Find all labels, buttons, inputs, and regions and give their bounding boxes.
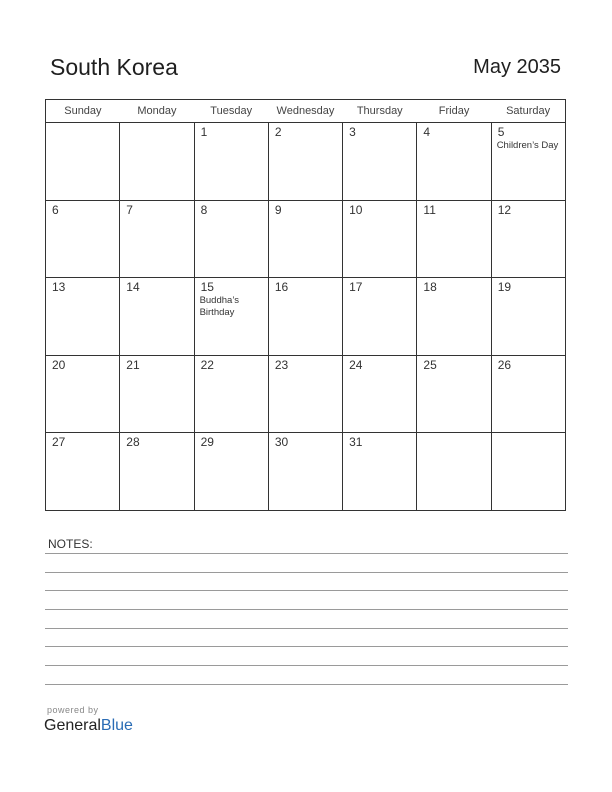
- calendar-day-cell: [343, 123, 417, 201]
- day-number: [492, 433, 565, 435]
- day-number: 27: [52, 435, 66, 450]
- day-number: 8: [200, 202, 208, 217]
- calendar-day-cell: [417, 200, 491, 278]
- day-number: 15: [200, 280, 214, 295]
- calendar-day-cell: [120, 278, 194, 356]
- day-number: 19: [497, 280, 512, 295]
- holiday-label: Buddha’s Birthday: [199, 295, 240, 319]
- weekday-thursday: Thursday: [343, 100, 417, 123]
- calendar-day-cell: [417, 433, 491, 511]
- calendar-day-cell: [194, 278, 268, 356]
- day-number: 18: [423, 280, 437, 295]
- calendar-grid: [45, 99, 566, 511]
- calendar-day-cell: [46, 200, 120, 278]
- day-number: 12: [497, 202, 512, 217]
- calendar-day-cell: [46, 433, 120, 511]
- calendar-day-cell: [120, 355, 194, 433]
- calendar-day-cell: [268, 200, 342, 278]
- calendar-day-cell: [491, 123, 565, 201]
- day-number: 6: [52, 202, 59, 217]
- day-number: 9: [274, 202, 282, 217]
- calendar-day-cell: [417, 355, 491, 433]
- calendar-week-row: [46, 355, 566, 433]
- day-number: 29: [200, 435, 214, 450]
- calendar-day-cell: [46, 123, 120, 201]
- calendar-week-row: [46, 123, 566, 201]
- day-number: 22: [200, 357, 214, 372]
- calendar-day-cell: [268, 278, 342, 356]
- calendar-day-cell: [491, 200, 565, 278]
- calendar-day-cell: [268, 433, 342, 511]
- day-number: 26: [497, 357, 512, 372]
- day-number: 28: [126, 435, 140, 450]
- calendar-country-title: South Korea: [50, 54, 178, 80]
- calendar-week-row: [46, 278, 566, 356]
- day-number: 17: [349, 280, 363, 295]
- note-line: [45, 572, 568, 573]
- calendar-day-cell: [268, 123, 342, 201]
- calendar-day-cell: [343, 200, 417, 278]
- calendar-day-cell: [343, 433, 417, 511]
- weekday-header-row: [46, 100, 566, 123]
- weekday-tuesday: Tuesday: [194, 100, 268, 123]
- day-number: 24: [349, 357, 363, 372]
- brand-name-general: General: [44, 717, 101, 734]
- powered-by-text: powered by: [47, 705, 99, 715]
- day-number: 5: [497, 125, 505, 139]
- calendar-day-cell: [417, 278, 491, 356]
- day-number: 3: [349, 125, 356, 139]
- calendar-day-cell: [491, 355, 565, 433]
- day-number: 13: [52, 280, 66, 295]
- calendar-day-cell: [194, 200, 268, 278]
- day-number: 4: [423, 125, 431, 139]
- weekday-saturday: Saturday: [491, 100, 565, 123]
- brand-name-blue: Blue: [100, 717, 133, 734]
- day-number: 23: [274, 357, 289, 372]
- calendar-day-cell: [46, 355, 120, 433]
- day-number: 7: [126, 202, 133, 217]
- note-line: [45, 553, 568, 554]
- day-number: 30: [274, 435, 289, 450]
- day-number: 25: [423, 357, 437, 372]
- calendar-day-cell: [194, 123, 268, 201]
- day-number: 31: [349, 435, 363, 450]
- calendar-day-cell: [491, 278, 565, 356]
- day-number: 10: [349, 202, 363, 217]
- calendar-day-cell: [120, 123, 194, 201]
- weekday-friday: Friday: [417, 100, 491, 123]
- day-number: 1: [200, 125, 208, 139]
- calendar-week-row: [46, 433, 566, 511]
- calendar-day-cell: [268, 355, 342, 433]
- day-number: [46, 123, 119, 125]
- calendar-day-cell: [417, 123, 491, 201]
- calendar-week-row: [46, 200, 566, 278]
- calendar-day-cell: [120, 433, 194, 511]
- calendar-day-cell: [120, 200, 194, 278]
- weekday-monday: Monday: [120, 100, 194, 123]
- day-number: 2: [274, 125, 282, 139]
- day-number: 11: [423, 202, 436, 217]
- weekday-wednesday: Wednesday: [268, 100, 342, 123]
- note-line: [45, 590, 568, 591]
- note-line: [45, 609, 568, 610]
- note-line: [45, 665, 568, 666]
- notes-label: NOTES:: [48, 537, 93, 551]
- note-line: [45, 628, 568, 629]
- calendar-day-cell: [343, 355, 417, 433]
- calendar-day-cell: [343, 278, 417, 356]
- day-number: 16: [274, 280, 289, 295]
- holiday-label: Children’s Day: [496, 140, 559, 151]
- day-number: 14: [126, 280, 140, 295]
- day-number: 21: [126, 357, 140, 372]
- calendar-day-cell: [194, 433, 268, 511]
- day-number: 20: [52, 357, 66, 372]
- calendar-day-cell: [46, 278, 120, 356]
- day-number: [120, 123, 193, 125]
- day-number: [417, 433, 490, 435]
- calendar-day-cell: [491, 433, 565, 511]
- calendar-month-title: May 2035: [473, 56, 561, 78]
- generalblue-logo[interactable]: [44, 717, 133, 735]
- note-line: [45, 646, 568, 647]
- calendar-day-cell: [194, 355, 268, 433]
- weekday-sunday: Sunday: [46, 100, 120, 123]
- note-line: [45, 684, 568, 685]
